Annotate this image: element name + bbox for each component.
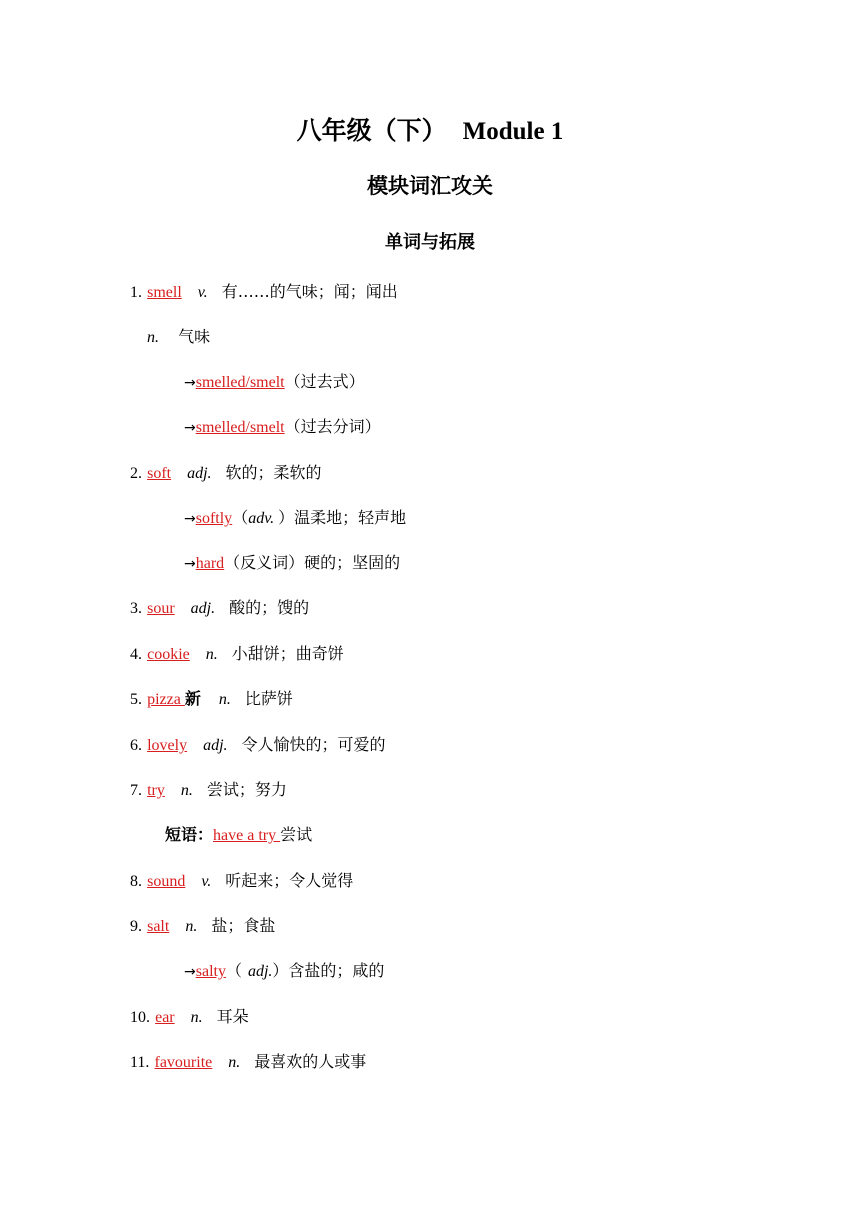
phrase-have-a-try bbox=[165, 825, 312, 846]
new-word-tag: 新 bbox=[184, 689, 201, 708]
answer-word: favourite bbox=[154, 1054, 213, 1071]
section-heading: 单词与拓展 bbox=[385, 232, 475, 253]
answer-word: soft bbox=[147, 465, 172, 482]
vocab-entry-soft bbox=[130, 463, 322, 484]
vocab-entry-pizza bbox=[130, 689, 293, 710]
answer-word: salty bbox=[195, 963, 226, 980]
meaning: 听起来；令人觉得 bbox=[225, 871, 354, 890]
answer-word: sour bbox=[147, 600, 175, 617]
meaning: 有……的气味；闻；闻出 bbox=[221, 282, 398, 301]
part-of-speech: adv. bbox=[248, 510, 275, 527]
answer-word: smelled/smelt bbox=[195, 419, 285, 436]
paren-open: （ bbox=[225, 961, 242, 980]
vocab-entry-sound bbox=[130, 871, 353, 892]
part-of-speech: n. bbox=[185, 918, 198, 935]
meaning: 软的；柔软的 bbox=[225, 463, 322, 482]
part-of-speech: v. bbox=[201, 873, 212, 890]
phrase-label: 短语： bbox=[165, 825, 214, 844]
derivative-hard bbox=[184, 553, 400, 574]
part-of-speech: adj. bbox=[247, 963, 273, 980]
derivative-softly bbox=[184, 508, 406, 529]
entry-number: 8. bbox=[130, 873, 142, 890]
note: ）温柔地；轻声地 bbox=[278, 508, 407, 527]
meaning: 盐；食盐 bbox=[211, 916, 276, 935]
arrow-icon: → bbox=[184, 964, 196, 980]
meaning: 酸的；馊的 bbox=[229, 598, 310, 617]
derivative-smell-participle bbox=[184, 417, 381, 438]
meaning: 比萨饼 bbox=[244, 689, 293, 708]
answer-word: cookie bbox=[147, 646, 190, 663]
answer-word: smell bbox=[147, 284, 182, 301]
answer-word: softly bbox=[195, 510, 233, 527]
part-of-speech: n. bbox=[228, 1054, 241, 1071]
answer-word: pizza bbox=[147, 691, 185, 708]
arrow-icon: → bbox=[184, 420, 196, 436]
entry-number: 2. bbox=[130, 465, 142, 482]
answer-word: smelled/smelt bbox=[195, 374, 285, 391]
meaning: 小甜饼；曲奇饼 bbox=[231, 644, 344, 663]
arrow-icon: → bbox=[184, 556, 196, 572]
arrow-icon: → bbox=[184, 511, 196, 527]
meaning: 耳朵 bbox=[216, 1007, 249, 1026]
entry-number: 4. bbox=[130, 646, 142, 663]
vocab-entry-salt bbox=[130, 916, 275, 937]
part-of-speech: adj. bbox=[190, 600, 216, 617]
answer-phrase: have a try bbox=[213, 827, 281, 844]
answer-word: lovely bbox=[147, 737, 188, 754]
meaning: 尝试 bbox=[280, 825, 313, 844]
vocab-entry-cookie bbox=[130, 644, 344, 665]
part-of-speech: n. bbox=[147, 329, 159, 346]
part-of-speech: n. bbox=[218, 691, 231, 708]
answer-word: salt bbox=[147, 918, 170, 935]
entry-number: 5. bbox=[130, 691, 142, 708]
vocab-entry-sour bbox=[130, 598, 309, 619]
part-of-speech: n. bbox=[180, 782, 193, 799]
derivative-salty bbox=[184, 961, 384, 982]
entry-number: 9. bbox=[130, 918, 142, 935]
part-of-speech: v. bbox=[197, 284, 208, 301]
answer-word: hard bbox=[195, 555, 225, 572]
part-of-speech: adj. bbox=[187, 465, 212, 482]
part-of-speech: n. bbox=[205, 646, 218, 663]
part-of-speech: adj. bbox=[203, 737, 228, 754]
meaning: 尝试；努力 bbox=[206, 780, 287, 799]
entry-number: 7. bbox=[130, 782, 142, 799]
note: （反义词）硬的；坚固的 bbox=[224, 553, 401, 572]
entry-number: 6. bbox=[130, 737, 142, 754]
page-title bbox=[0, 111, 860, 147]
vocab-entry-favourite bbox=[130, 1052, 366, 1073]
note: ）含盐的；咸的 bbox=[272, 961, 385, 980]
answer-word: sound bbox=[147, 873, 186, 890]
answer-word: ear bbox=[155, 1009, 175, 1026]
arrow-icon: → bbox=[184, 375, 196, 391]
note: （过去分词） bbox=[284, 417, 381, 436]
entry-number: 10. bbox=[130, 1009, 150, 1026]
entry-number: 3. bbox=[130, 600, 142, 617]
vocab-entry-smell-noun bbox=[147, 327, 210, 348]
paren-open: （ bbox=[232, 508, 249, 527]
vocab-entry-lovely bbox=[130, 735, 386, 756]
answer-word: try bbox=[147, 782, 165, 799]
entry-number: 1. bbox=[130, 284, 142, 301]
vocab-entry-smell bbox=[130, 282, 398, 303]
vocab-entry-try bbox=[130, 780, 287, 801]
page-subtitle: 模块词汇攻关 bbox=[367, 173, 493, 198]
vocab-entry-ear bbox=[130, 1007, 249, 1028]
meaning: 令人愉快的；可爱的 bbox=[241, 735, 386, 754]
note: （过去式） bbox=[284, 372, 365, 391]
part-of-speech: n. bbox=[190, 1009, 203, 1026]
meaning: 气味 bbox=[178, 327, 211, 346]
title-english: Module 1 bbox=[462, 118, 564, 145]
entry-number: 11. bbox=[130, 1054, 150, 1071]
meaning: 最喜欢的人或事 bbox=[254, 1052, 367, 1071]
derivative-smell-past bbox=[184, 372, 365, 393]
title-chinese: 八年级（下） bbox=[296, 116, 447, 145]
